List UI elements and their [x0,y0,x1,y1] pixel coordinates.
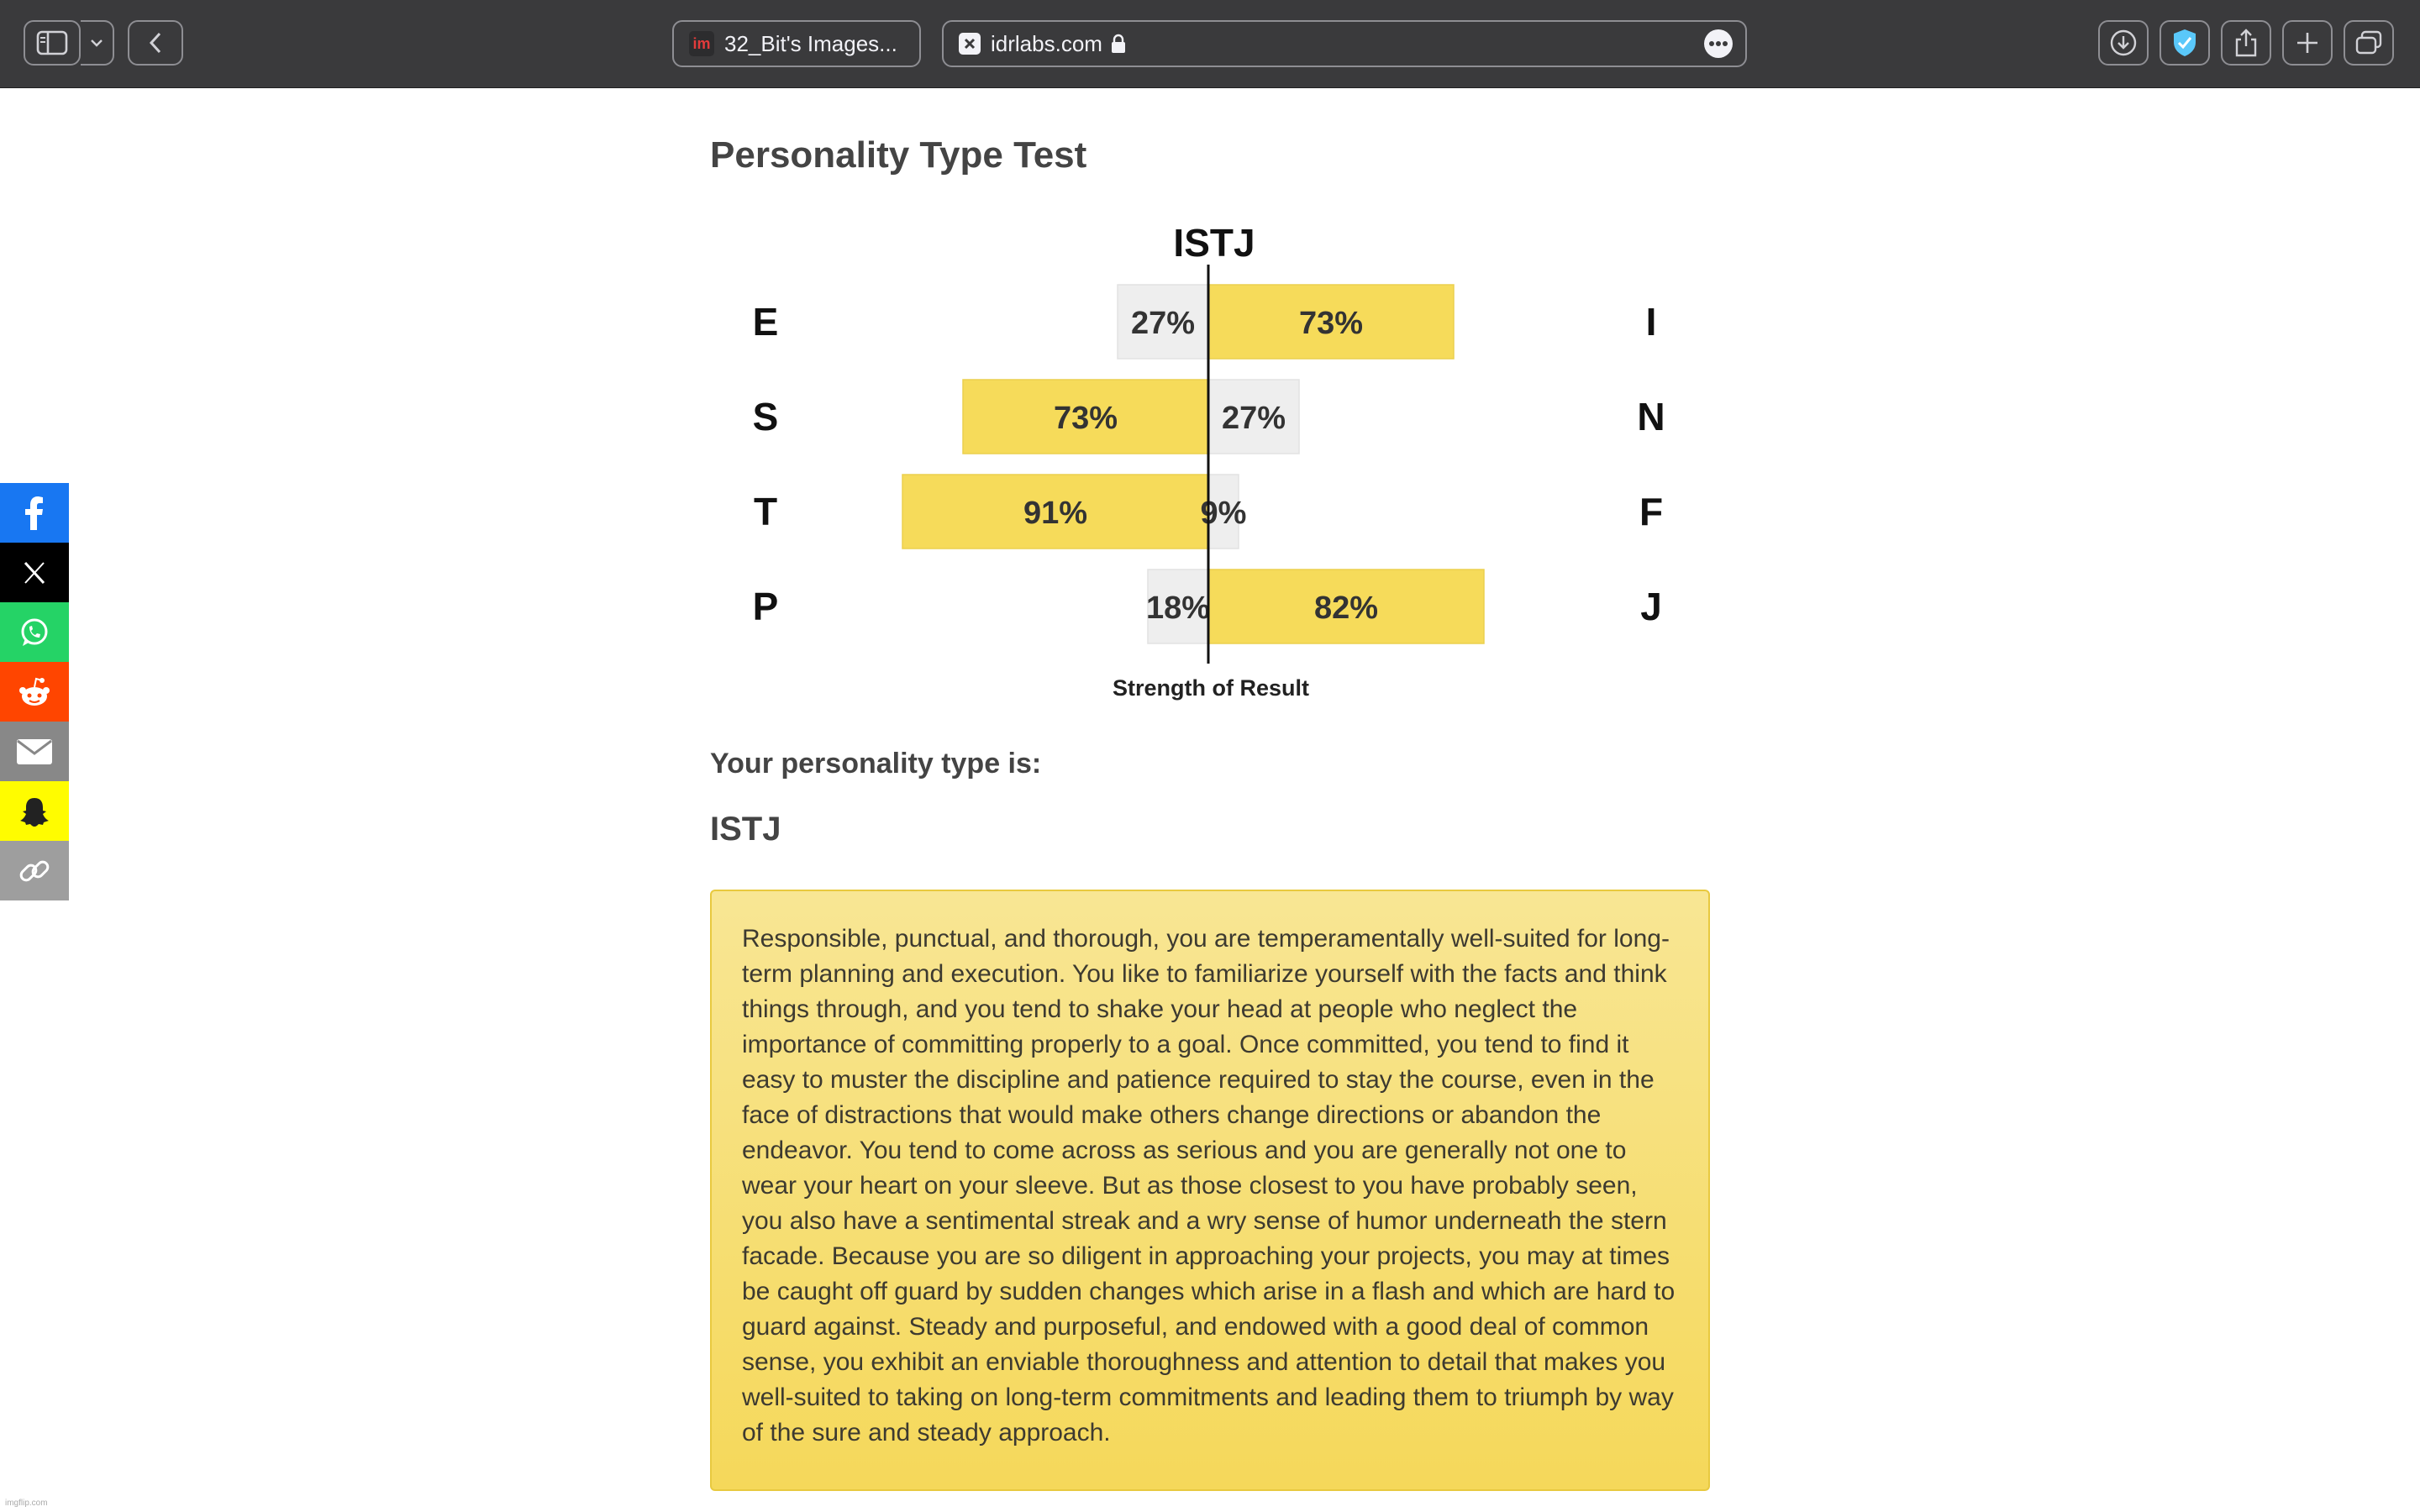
new-tab-button[interactable] [2282,20,2333,66]
trait-letter-f: F [1639,490,1664,533]
result-label: Your personality type is: [710,748,1042,780]
address-bar[interactable] [942,20,1747,67]
bar-pj-right-label: 82% [1313,591,1379,626]
sidebar-icon [36,30,68,55]
share-snapchat-button[interactable] [0,781,69,841]
back-button[interactable] [128,20,183,66]
plus-icon [2296,31,2319,55]
shield-check-icon [2171,28,2198,58]
more-icon[interactable] [1703,29,1733,59]
result-type: ISTJ [710,811,781,848]
download-icon [2109,29,2138,57]
bar-sn-left-label: 73% [1053,401,1118,436]
chevron-down-icon [90,39,103,47]
downloads-button[interactable] [2098,20,2149,66]
imgflip-favicon-icon: im [689,31,714,56]
trait-letter-j: J [1640,585,1662,628]
trait-letter-i: I [1645,300,1657,344]
trait-letter-s: S [752,395,779,438]
site-favicon-icon [959,33,981,55]
facebook-icon [25,496,44,530]
bar-tf-right-label: 9% [1200,496,1247,531]
share-reddit-button[interactable] [0,662,69,722]
share-x-button[interactable] [0,543,69,602]
trait-letter-t: T [753,490,778,533]
trait-letter-n: N [1637,395,1665,438]
personality-strength-chart [710,206,1702,718]
chart-title: ISTJ [1173,221,1255,265]
snapchat-ghost-icon [18,795,50,827]
trait-letter-p: P [752,585,779,628]
tab-imgflip[interactable] [672,20,921,67]
whatsapp-icon [18,617,50,648]
x-axis-label: Strength of Result [1113,675,1309,701]
description-text: Responsible, punctual, and thorough, you are temperamentally well-suited for long-term planning and execution. You like to familiarize yourself with the facts and think things through, and you tend to shake your head at people who neglect the importance of committing properly to a goal. Once committed, you tend to find it easy to muster the discipline and patience required to stay the course, even in the face of distractions that would make others change directions or abandon the endeavor. You tend to come across as serious and you are generally not one to wear your heart on your sleeve. But as those closest to you have probably seen, you also have a sentimental streak and a wry sense of humor underneath the stern facade. Because you are so diligent in approaching your projects, you may at times be caught off guard by sudden changes which arise in a flash and which are hard to guard against. Steady and purposeful, and endowed with a good deal of common sense, you exhibit an enviable thoroughness and attention to detail that makes you well-suited to taking on long-term commitments and leading them to triumph by way of the sure and steady approach. [742,925,1676,1446]
lock-icon [1111,34,1126,54]
page-title: Personality Type Test [710,134,1087,176]
share-email-button[interactable] [0,722,69,781]
bar-ei-right-label: 73% [1298,306,1364,341]
tabs-icon [2354,29,2383,56]
back-icon [147,31,164,55]
bar-tf-left-label: 91% [1023,496,1088,531]
envelope-icon [16,738,53,765]
tab-title: 32_Bit's Images... [724,30,897,56]
copy-link-button[interactable] [0,841,69,900]
privacy-extension-button[interactable] [2160,20,2210,66]
imgflip-watermark: imgflip.com [5,1499,48,1508]
tab-overview-button[interactable] [2344,20,2394,66]
trait-letter-e: E [752,300,779,344]
link-icon [18,854,51,888]
share-icon [2234,28,2258,58]
x-logo-icon [22,560,47,585]
browser-toolbar [0,0,2420,88]
reddit-icon [17,676,52,708]
sidebar-toggle-button[interactable] [24,20,81,66]
bar-pj-left-label: 18% [1145,591,1211,626]
share-whatsapp-button[interactable] [0,602,69,662]
tab-group-dropdown[interactable] [81,20,114,66]
bar-sn-right-label: 27% [1221,401,1286,436]
description-panel [710,890,1710,1491]
address-text: idrlabs.com [991,30,1102,56]
share-facebook-button[interactable] [0,483,69,543]
share-button[interactable] [2221,20,2271,66]
bar-ei-left-label: 27% [1130,306,1196,341]
